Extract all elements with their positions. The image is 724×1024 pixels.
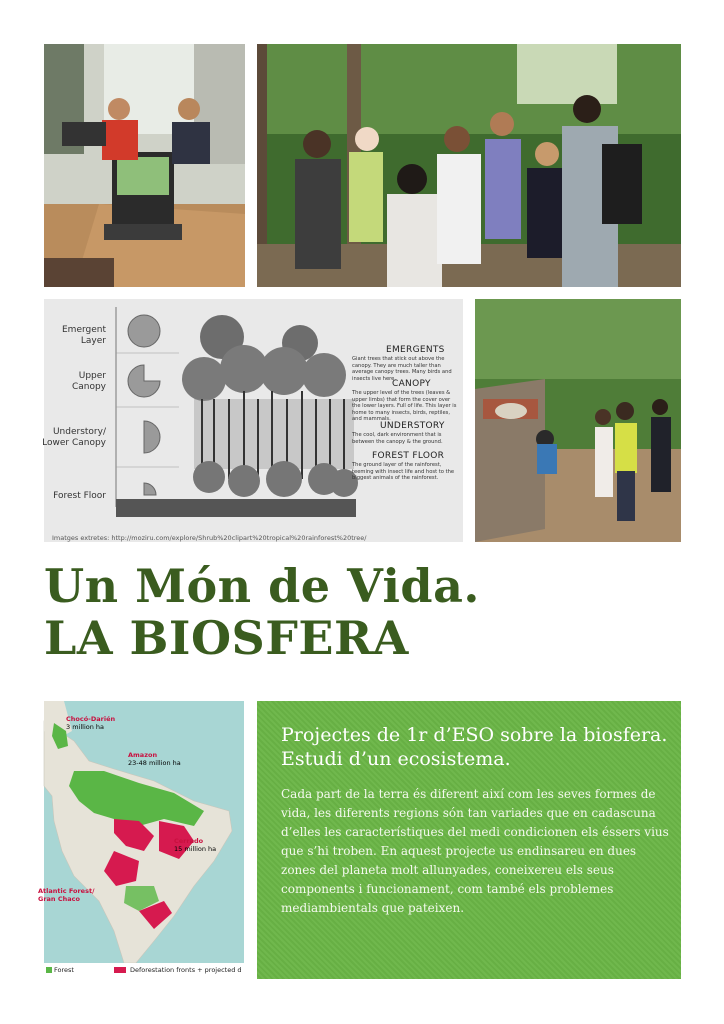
panel-body-text: Cada part de la terra és diferent així com les seves formes de vida, les diferents regions són tan variades que en cadascuna d’elles les característiques del medi condicionen els éssers vius que s’hi troben. En aquest projecte us endinsareu en dues zones del planeta molt allunyades, coneixereu els seus components i funcionament, com també els problemes mediambientals que pateixen. bbox=[281, 787, 669, 915]
classroom-photo bbox=[44, 44, 245, 287]
section-heading-emergents: EMERGENTS bbox=[386, 345, 445, 355]
deforestation-map bbox=[38, 701, 244, 979]
legend-deforestation-label: Deforestation fronts + projected d bbox=[130, 966, 242, 974]
map-label-cerrado: Cerrado 15 million ha bbox=[174, 837, 217, 853]
project-description-panel bbox=[257, 701, 681, 979]
map-label-choco: Chocó-Darién 3 million ha bbox=[66, 715, 116, 731]
map-label-atlantic: Atlantic Forest/ Gran Chaco bbox=[38, 887, 95, 903]
section-text-understory: The cool, dark environment that is between the canopy & the ground. bbox=[352, 432, 443, 445]
map-label-amazon: Amazon 23-48 million ha bbox=[128, 751, 181, 767]
section-text-forest-floor: The ground layer of the rainforest, teeming with insect life and host to the biggest animals of the rainforest. bbox=[352, 462, 455, 481]
title-line-2: LA BIOSFERA bbox=[44, 611, 409, 665]
legend-forest-label: Forest bbox=[54, 966, 74, 974]
map-legend bbox=[44, 963, 244, 979]
panel-heading: Projectes de 1r d’ESO sobre la biosfera. Estudi d’un ecosistema. bbox=[281, 724, 668, 770]
title-line-1: Un Món de Vida. bbox=[44, 559, 480, 613]
legend-deforestation-swatch bbox=[114, 967, 126, 973]
section-heading-canopy: CANOPY bbox=[392, 379, 431, 389]
page-title bbox=[44, 560, 480, 664]
rainforest-layers-diagram bbox=[44, 299, 463, 542]
legend-forest-swatch bbox=[46, 967, 52, 973]
section-heading-understory: UNDERSTORY bbox=[380, 421, 445, 431]
students-forest-photo bbox=[257, 44, 681, 287]
section-text-canopy: The upper level of the trees (leaves & upper limbs) that form the cover over the lower layers. Full of life. This layer is home to many insects, birds, reptiles, and mammals. bbox=[352, 390, 457, 422]
section-text-emergents: Giant trees that stick out above the canopy. They are much taller than average canopy trees. Many birds and insects live here. bbox=[352, 356, 452, 382]
layer-label-upper-canopy: Upper Canopy bbox=[71, 371, 106, 392]
image-credit: Imatges extretes: http://moziru.com/explore/Shrub%20clipart%20tropical%20rainforest%20tree/ bbox=[52, 534, 367, 542]
forest-fountain-photo bbox=[475, 299, 681, 542]
section-heading-forest-floor: FOREST FLOOR bbox=[372, 451, 445, 461]
layer-label-emergent: Emergent Layer bbox=[61, 325, 106, 346]
layer-label-forest-floor: Forest Floor bbox=[53, 491, 106, 501]
layer-label-understory: Understory/ Lower Canopy bbox=[42, 427, 106, 448]
